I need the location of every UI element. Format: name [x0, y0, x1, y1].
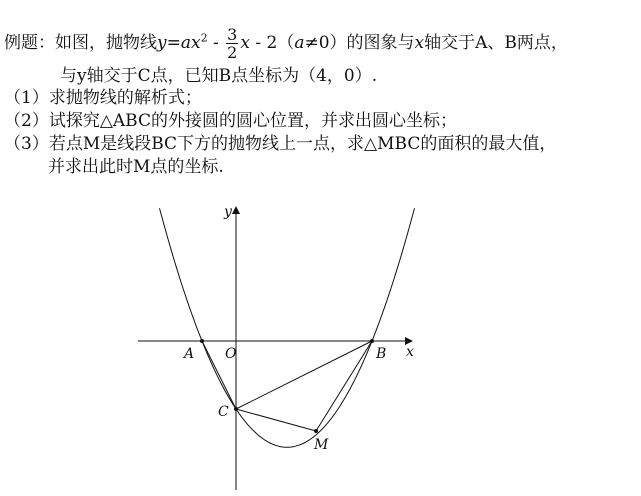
eq-square: 2 — [200, 31, 208, 45]
question-3: （3）若点M是线段BC下方的抛物线上一点，求△MBC的面积的最大值， — [4, 134, 557, 154]
eq-x2: x — [240, 33, 250, 53]
point-c-dot — [234, 407, 238, 411]
question-2: （2）试探究△ABC的外接圆的圆心位置，并求出圆心坐标； — [4, 111, 457, 131]
intro-mid1: 的图象与 — [346, 33, 415, 53]
x-axis-label: x — [406, 344, 414, 360]
point-b-label: B — [376, 346, 387, 362]
segment-cb — [236, 341, 372, 409]
cond-open: （ — [277, 33, 295, 53]
eq-y: y — [157, 33, 167, 53]
intro-mid2: 轴交于A、B两点， — [424, 33, 568, 53]
point-m-label: M — [314, 437, 329, 453]
y-axis-label: y — [224, 204, 232, 220]
point-b-dot — [370, 339, 374, 343]
eq-minus-two: - 2 — [249, 33, 278, 53]
frac-numerator: 3 — [227, 25, 238, 44]
point-a-dot — [200, 339, 204, 343]
question-3-continued: 并求出此时M点的坐标. — [48, 157, 224, 177]
point-a-label: A — [184, 346, 195, 362]
cond-a: a — [294, 33, 305, 53]
eq-minus: - — [207, 33, 225, 53]
intro-x: x — [414, 33, 425, 53]
parabola-curve — [160, 208, 415, 447]
segment-cm — [236, 409, 316, 431]
intro-prefix: 例题：如图，抛物线 — [4, 33, 157, 53]
problem-line-2: 与y轴交于C点，已知B点坐标为（4，0）. — [60, 66, 378, 86]
point-c-label: C — [218, 404, 229, 420]
frac-denominator: 2 — [227, 43, 238, 62]
eq-a: a — [180, 33, 191, 53]
point-o-label: O — [225, 346, 237, 362]
cond-ne: ≠0） — [304, 33, 347, 53]
point-m-dot — [314, 429, 318, 433]
question-1: （1）求抛物线的解析式； — [4, 88, 202, 108]
eq-equals: = — [166, 33, 181, 53]
eq-x: x — [191, 33, 201, 53]
